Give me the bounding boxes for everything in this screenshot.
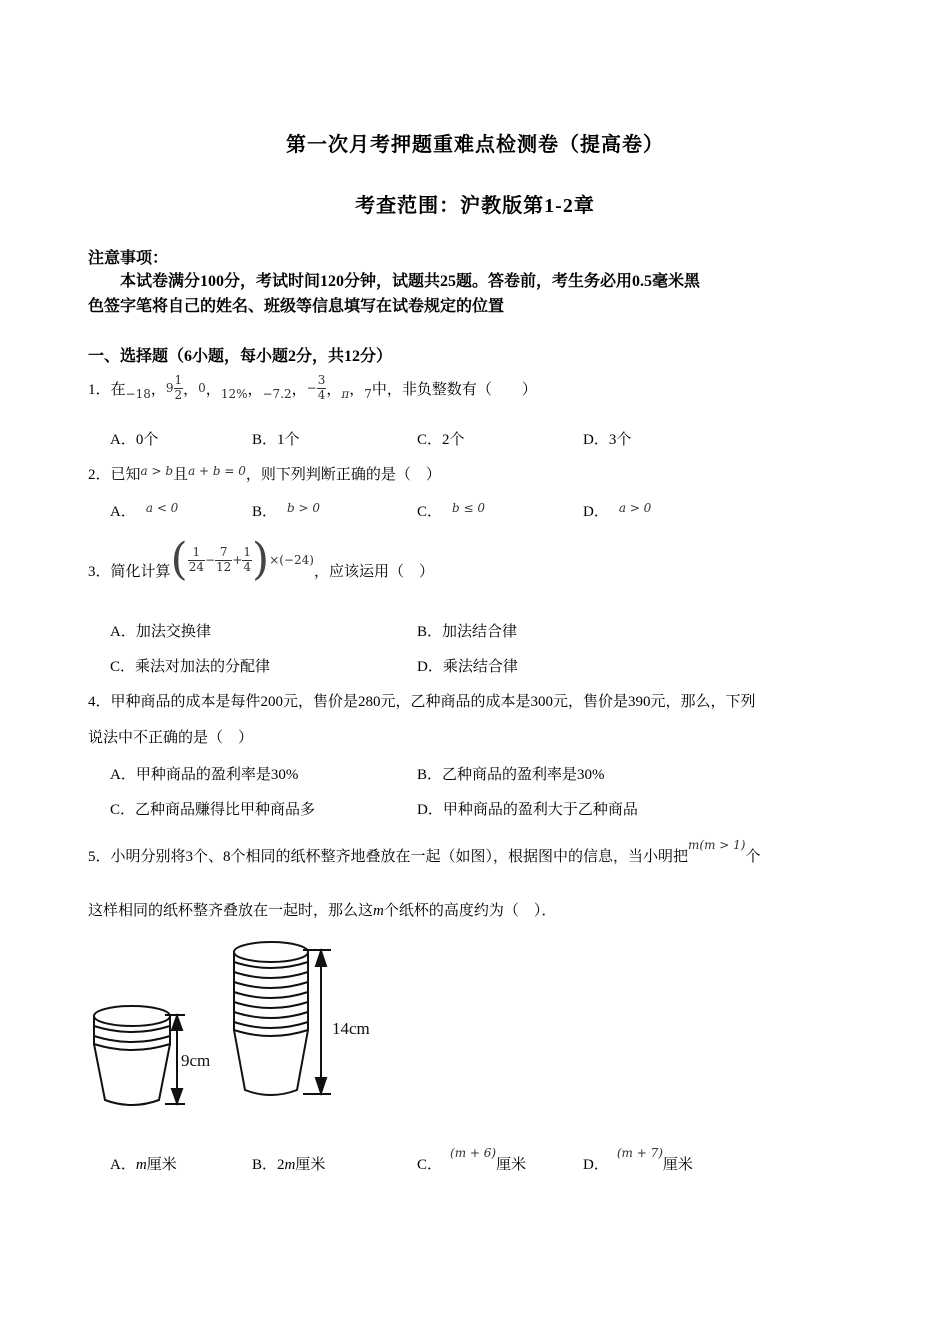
option-variable: m xyxy=(135,1157,147,1173)
q4-option-b[interactable]: B．乙种商品的盈利率是30% xyxy=(417,767,605,783)
comma: ， xyxy=(291,381,307,398)
q1-sign: − xyxy=(306,381,317,395)
q1-number: −18 xyxy=(125,387,151,401)
large-height-label: 14cm xyxy=(332,1019,370,1038)
question-2 xyxy=(88,463,441,484)
notice-line-1: 本试卷满分100分，考试时间120分钟，试题共25题。答卷前，考生务必用0.5毫米黑 xyxy=(120,273,701,290)
q3-prefix: 3．简化计算 xyxy=(88,563,171,580)
left-paren: ( xyxy=(170,534,188,585)
q1-option-a[interactable]: A．0个 xyxy=(110,432,159,448)
option-variable: m xyxy=(284,1157,296,1173)
option-math: a < 0 xyxy=(145,501,179,515)
frac-den: 12 xyxy=(216,559,232,574)
q5-text: 这样相同的纸杯整齐叠放在一起时，那么这 xyxy=(88,903,374,919)
q2-option-b[interactable] xyxy=(252,500,320,521)
option-label: D． xyxy=(583,504,609,520)
comma: ， xyxy=(349,381,365,398)
arrow-head xyxy=(316,951,326,966)
q1-number: 0 xyxy=(198,381,206,395)
q2-mid: 且 xyxy=(173,467,189,483)
q1-prefix: 1．在 xyxy=(88,381,126,398)
q5-line-1 xyxy=(88,838,761,866)
q5-option-c[interactable] xyxy=(417,1146,527,1174)
q1-option-c[interactable]: C．2个 xyxy=(417,432,465,448)
notice-line-2: 色签字笔将自己的姓名、班级等信息填写在试卷规定的位置 xyxy=(88,298,505,315)
q2-condition-2: a + b = 0 xyxy=(188,464,246,478)
option-label: C． xyxy=(417,504,443,520)
q3-suffix: ，应该运用（ ） xyxy=(313,563,434,580)
comma: ， xyxy=(247,381,263,398)
frac-num: 3 xyxy=(317,373,326,388)
option-label: C． xyxy=(417,1157,443,1173)
section-heading: 一、选择题（6小题，每小题2分，共12分） xyxy=(88,348,393,365)
option-unit: 厘米 xyxy=(146,1157,177,1173)
q4-option-d[interactable]: D．甲种商品的盈利大于乙种商品 xyxy=(417,802,638,818)
q5-option-d[interactable] xyxy=(583,1146,693,1174)
frac-num: 7 xyxy=(215,546,232,560)
q1-suffix: 中，非负整数有（ ） xyxy=(371,381,537,398)
q1-fraction xyxy=(174,374,184,401)
q1-option-d[interactable]: D．3个 xyxy=(583,432,632,448)
option-unit: 厘米 xyxy=(662,1157,693,1173)
q4-line-2: 说法中不正确的是（ ） xyxy=(88,730,254,746)
q3-fraction-3 xyxy=(242,546,252,573)
q1-number: 9 xyxy=(165,381,174,395)
option-label: B． xyxy=(252,504,278,520)
large-stack xyxy=(234,942,308,1095)
q3-option-a[interactable]: A．加法交换律 xyxy=(110,624,211,640)
small-height-label: 9cm xyxy=(181,1051,211,1070)
q3-option-c[interactable]: C．乘法对加法的分配律 xyxy=(110,659,271,675)
frac-den: 4 xyxy=(243,559,252,574)
cup-body xyxy=(234,1030,308,1095)
q1-number: 7 xyxy=(364,387,372,401)
comma: ， xyxy=(205,381,221,398)
option-math: b > 0 xyxy=(287,501,321,515)
option-label: B．2 xyxy=(252,1157,285,1173)
q3-operator: + xyxy=(232,553,243,567)
q2-option-d[interactable] xyxy=(583,500,651,521)
frac-den: 24 xyxy=(188,559,204,574)
q5-option-a[interactable] xyxy=(110,1153,177,1174)
option-label: D． xyxy=(583,1157,609,1173)
arrow-head xyxy=(172,1016,182,1030)
q3-option-b[interactable]: B．加法结合律 xyxy=(417,624,518,640)
q5-line-2 xyxy=(88,899,556,920)
q2-prefix: 2．已知 xyxy=(88,467,141,483)
right-paren: ) xyxy=(252,534,270,585)
q5-variable: m xyxy=(373,903,384,919)
cup-rim xyxy=(234,942,308,962)
option-math: (m + 6) xyxy=(450,1146,497,1160)
q5-text-end: 个 xyxy=(745,849,761,865)
comma: ， xyxy=(183,381,199,398)
page-title: 第一次月考押题重难点检测卷（提高卷） xyxy=(286,134,664,156)
q5-text: 5．小明分别将3个、8个相同的纸杯整齐地叠放在一起（如图），根据图中的信息，当小明把 xyxy=(88,849,689,865)
frac-den: 2 xyxy=(174,387,183,402)
q4-option-a[interactable]: A．甲种商品的盈利率是30% xyxy=(110,767,299,783)
option-math: a > 0 xyxy=(618,501,652,515)
q5-text: 个纸杯的高度约为（ ）． xyxy=(383,903,557,919)
q2-suffix: ，则下列判断正确的是（ ） xyxy=(245,467,441,483)
q1-option-b[interactable]: B．1个 xyxy=(252,432,300,448)
notice-heading: 注意事项： xyxy=(88,250,169,267)
q1-number: −7.2 xyxy=(262,387,292,401)
q5-option-b[interactable] xyxy=(252,1153,325,1174)
q3-tail: ×(−24) xyxy=(269,553,314,567)
q2-option-c[interactable] xyxy=(417,500,485,521)
option-label: A． xyxy=(110,1157,136,1173)
small-stack xyxy=(94,1006,170,1105)
option-math: b ≤ 0 xyxy=(452,501,486,515)
q5-condition: m(m > 1) xyxy=(688,838,746,852)
q3-fraction-1 xyxy=(188,546,205,573)
frac-num: 1 xyxy=(243,545,252,560)
q3-fraction-2 xyxy=(215,546,232,573)
option-label: A． xyxy=(110,504,136,520)
arrow-head xyxy=(316,1078,326,1093)
question-3 xyxy=(88,533,434,587)
q1-number: π xyxy=(341,387,350,401)
q2-option-a[interactable] xyxy=(110,500,178,521)
comma: ， xyxy=(150,381,166,398)
q1-number: 12% xyxy=(220,387,248,401)
q3-operator: − xyxy=(204,553,216,567)
q3-option-d[interactable]: D．乘法结合律 xyxy=(417,659,518,675)
frac-den: 4 xyxy=(317,387,326,402)
page-subtitle: 考查范围：沪教版第1-2章 xyxy=(355,195,595,217)
option-math: (m + 7) xyxy=(616,1146,663,1160)
option-unit: 厘米 xyxy=(295,1157,326,1173)
stacked-cups-figure xyxy=(85,938,395,1118)
question-1 xyxy=(88,368,537,408)
arrow-head xyxy=(172,1089,182,1103)
q2-condition-1: a > b xyxy=(140,464,174,478)
frac-num: 1 xyxy=(188,546,205,560)
option-unit: 厘米 xyxy=(496,1157,527,1173)
comma: ， xyxy=(326,381,342,398)
frac-num: 1 xyxy=(174,373,183,388)
cup-rim xyxy=(94,1006,170,1026)
cup-body xyxy=(94,1044,170,1105)
q4-option-c[interactable]: C．乙种商品赚得比甲种商品多 xyxy=(110,802,316,818)
q1-fraction xyxy=(317,374,327,401)
q4-line-1: 4．甲种商品的成本是每件200元，售价是280元，乙种商品的成本是300元，售价是390元，那么，下列 xyxy=(88,694,756,710)
